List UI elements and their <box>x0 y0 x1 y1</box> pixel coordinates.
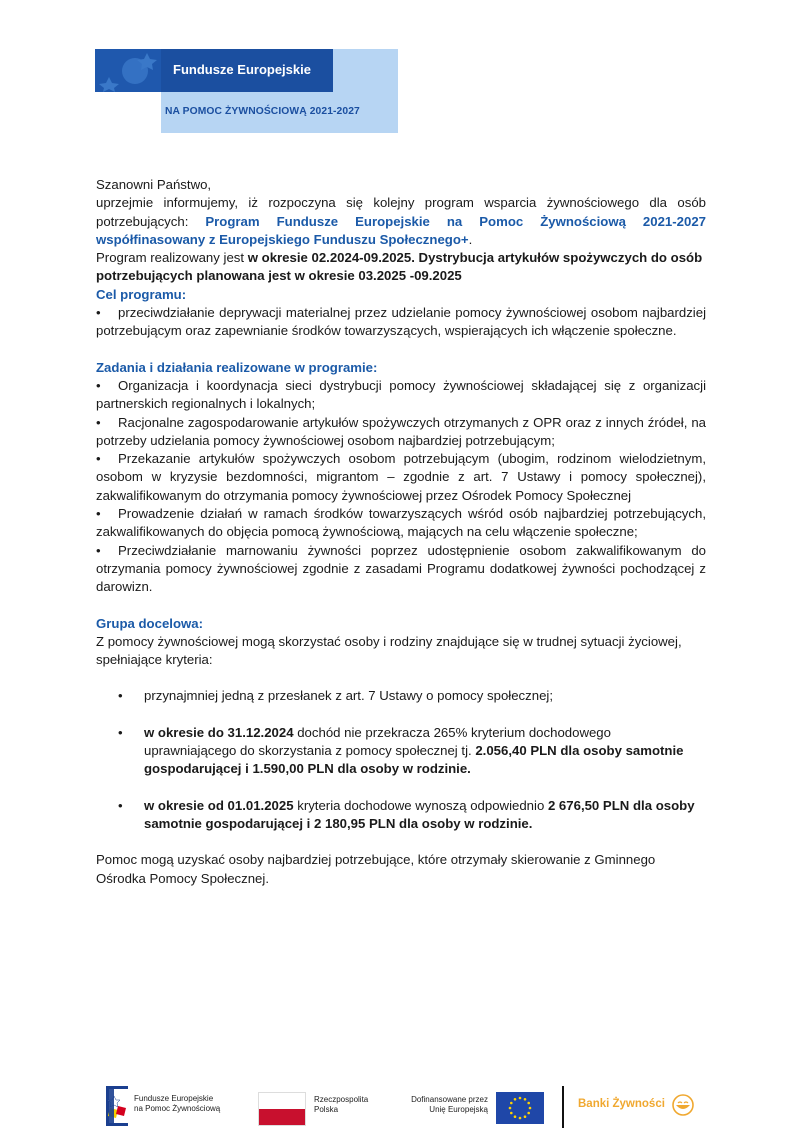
tasks-list <box>96 377 706 597</box>
fe-logo-icon <box>106 1086 128 1126</box>
bullet-icon: • <box>118 724 123 740</box>
greeting: Szanowni Państwo, <box>96 177 212 192</box>
bullet-icon: • <box>96 451 101 467</box>
bullet-icon: • <box>96 542 101 558</box>
bullet-icon: • <box>96 377 101 393</box>
bullet-icon: • <box>96 305 101 321</box>
bullet-icon: • <box>118 688 123 704</box>
target-intro: Z pomocy żywnościowej mogą skorzystać osoby i rodziny znajdujące się w trudnej sytuacji życiowej, spełniające kryteria: <box>96 633 682 668</box>
list-item: • w okresie do 31.12.2024 dochód nie przekracza 265% kryterium dochodowego uprawniającego do skorzystania z pomocy społecznej tj. 2.056,40 PLN dla osoby samotnie gospodarującej i 1.590,00 PLN dla osoby w rodzinie. <box>118 724 684 777</box>
goal-list <box>96 304 706 341</box>
bullet-icon: • <box>96 506 101 522</box>
program-name: Program Fundusze Europejskie na Pomoc Żywnościową 2021-2027 współfinasowany z Europejskiego Funduszu Społecznego+ <box>96 213 706 247</box>
poland-flag-icon <box>258 1092 306 1126</box>
list-item: • Przekazanie artykułów spożywczych osobom potrzebującym (ubogim, rodzinom wielodzietnym, osobom w kryzysie bezdomności, migrantom – zgodnie z art. 7 Ustawy i pomocy społecznej), zakwalifikowanym do otrzymania pomocy żywnościowej przez Ośrodek Pomocy Społecznej <box>96 451 706 503</box>
logo-subtitle: NA POMOC ŻYWNOŚCIOWĄ 2021-2027 <box>165 106 360 117</box>
banki-zywnosci-text: Banki Żywności <box>578 1098 665 1110</box>
footer-logos <box>100 1080 710 1130</box>
list-item: • Prowadzenie działań w ramach środków towarzyszących wśród osób najbardziej potrzebujących, zakwalifikowanych do objęcia pomocą żywnościową, mających na celu włączenie społeczne; <box>96 506 706 540</box>
eu-funding-text: Dofinansowane przez Unię Europejską <box>411 1095 488 1114</box>
goal-heading: Cel programu: <box>96 286 187 302</box>
footer-divider <box>562 1086 564 1128</box>
bullet-icon: • <box>118 797 123 813</box>
bullet-icon: • <box>96 414 101 430</box>
list-item: • Przeciwdziałanie marnowaniu żywności poprzez udostępnienie osobom zakwalifikowanym do otrzymania pomocy żywnościowej zgodnie z zasadami Programu dodatkowej żywności pochodzącej z darowizn. <box>96 542 706 595</box>
period-paragraph: Program realizowany jest w okresie 02.2024-09.2025. Dystrybucja artykułów spożywczych do osób potrzebujących planowana jest w okresie 03.2025 -09.2025 <box>96 250 703 284</box>
criteria-list <box>96 687 706 833</box>
tasks-heading: Zadania i działania realizowane w programie: <box>96 359 378 375</box>
eu-stars-icon <box>95 49 161 92</box>
list-item: • Organizacja i koordynacja sieci dystrybucji pomocy żywnościowej składającej się z organizacji partnerskich regionalnych i lokalnych; <box>96 377 706 412</box>
list-item: • w okresie od 01.01.2025 kryteria dochodowe wynoszą odpowiednio 2 676,50 PLN dla osoby samotnie gospodarującej i 2 180,95 PLN dla osoby w rodzinie. <box>118 797 695 831</box>
fe-logo-text: Fundusze Europejskie na Pomoc Żywnościową <box>134 1094 221 1113</box>
intro-paragraph: uprzejmie informujemy, iż rozpoczyna się kolejny program wsparcia żywnościowego dla osób potrzebujących: Program Fundusze Europejskie na Pomoc Żywnościową 2021-2027 współfinasowany z Europejskiego Funduszu Społecznego+. <box>96 195 706 247</box>
fe-header-logo <box>95 49 398 133</box>
list-item: • przynajmniej jedną z przesłanek z art. 7 Ustawy o pomocy społecznej; <box>96 687 706 705</box>
pl-logo-text: Rzeczpospolita Polska <box>314 1095 369 1114</box>
eu-flag-icon <box>496 1092 544 1124</box>
banki-zywnosci-bowl-icon <box>672 1094 694 1116</box>
list-item: • przeciwdziałanie deprywacji materialnej przez udzielanie pomocy żywnościowej osobom najbardziej potrzebującym oraz zapewnianie środków towarzyszących, wspierających ich włączenie społeczne. <box>96 305 706 339</box>
list-item: • Racjonalne zagospodarowanie artykułów spożywczych otrzymanych z OPR oraz z innych źródeł, na potrzeby udzielania pomocy żywnościowej osobom najbardziej potrzebującym; <box>96 414 706 448</box>
logo-title: Fundusze Europejskie <box>173 62 311 77</box>
letter-body <box>96 176 706 888</box>
target-heading: Grupa docelowa: <box>96 615 203 631</box>
closing-paragraph: Pomoc mogą uzyskać osoby najbardziej potrzebujące, które otrzymały skierowanie z Gminnego Ośrodka Pomocy Społecznej. <box>96 852 656 886</box>
